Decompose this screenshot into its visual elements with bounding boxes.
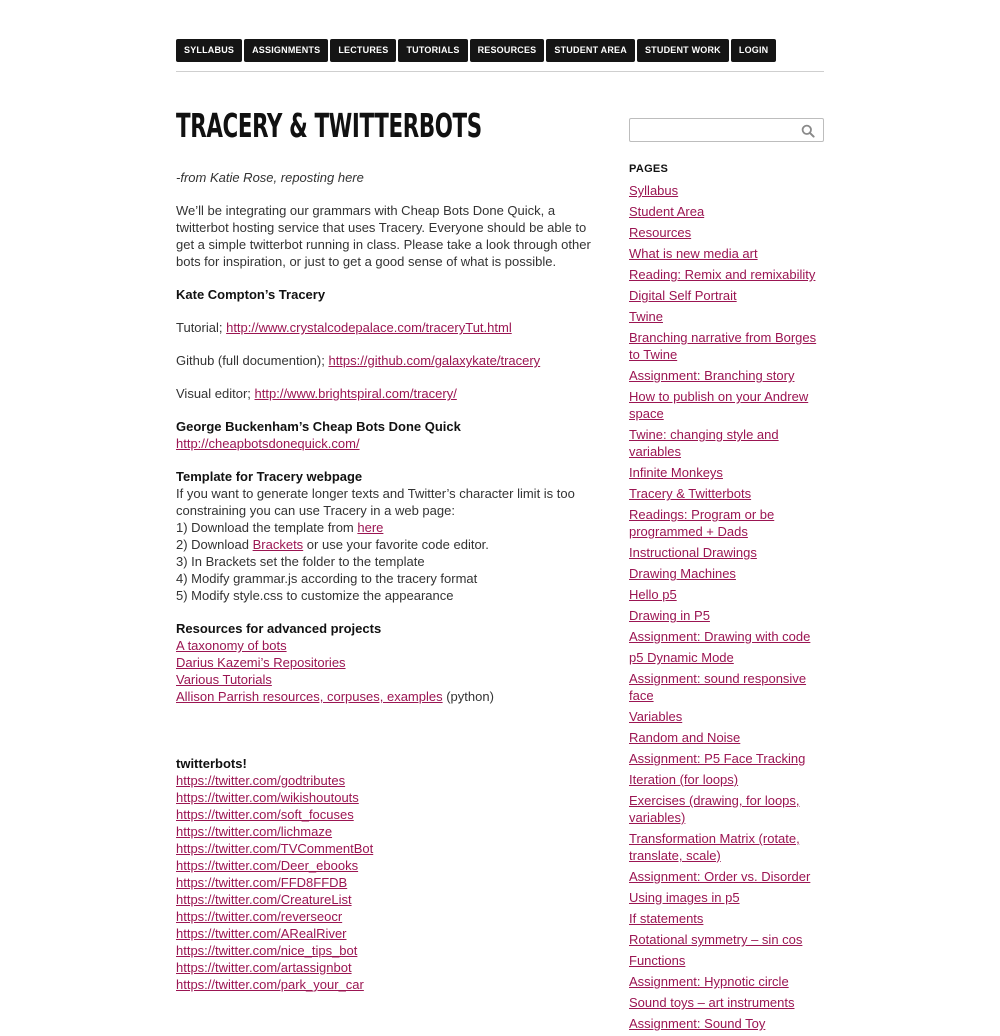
sidebar-page-link[interactable]: Assignment: sound responsive face (629, 671, 807, 703)
nav-student-work[interactable]: STUDENT WORK (637, 39, 729, 62)
sidebar-page-item (629, 628, 824, 645)
sidebar-page-item (629, 426, 824, 460)
tutorial-link[interactable]: http://www.crystalcodepalace.com/traceryTut.html (226, 320, 512, 335)
github-link[interactable]: https://github.com/galaxykate/tracery (328, 353, 541, 368)
cbdq-block (176, 418, 596, 452)
sidebar-page-link[interactable]: Assignment: Sound Toy (629, 1016, 766, 1031)
byline (176, 169, 596, 186)
sidebar-page-item (629, 266, 824, 283)
sidebar-page-item (629, 287, 824, 304)
template-download-link[interactable]: here (357, 520, 384, 535)
search-input[interactable] (634, 120, 798, 142)
tracery-heading-text: Kate Compton’s Tracery (176, 287, 326, 302)
sidebar-page-item (629, 649, 824, 666)
sidebar-page-link[interactable]: Sound toys – art instruments (629, 995, 795, 1010)
sidebar-page-item (629, 464, 824, 481)
sidebar-page-item (629, 729, 824, 746)
sidebar-page-link[interactable]: Assignment: Drawing with code (629, 629, 811, 644)
tutorial-line (176, 319, 596, 336)
sidebar-page-item (629, 792, 824, 826)
sidebar-page-link[interactable]: Branching narrative from Borges to Twine (629, 330, 817, 362)
bot-link[interactable]: https://twitter.com/FFD8FFDB (176, 875, 348, 890)
step-2-rest: or use your favorite code editor. (303, 537, 489, 552)
sidebar-page-item (629, 544, 824, 561)
intro-paragraph: We’ll be integrating our grammars with Cheap Bots Done Quick, a twitterbot hosting service that uses Tracery. Everyone should be able to get a simple twitterbot running in class. Please take a look through other bots for inspiration, or just to get a good sense of what is possible. (176, 203, 591, 269)
template-intro: If you want to generate longer texts and Twitter’s character limit is too constraining you can use Tracery in a web page: (176, 486, 575, 518)
tracery-heading (176, 286, 596, 303)
sidebar-page-link[interactable]: Drawing Machines (629, 566, 736, 581)
sidebar-page-item (629, 182, 824, 199)
step-3: 3) In Brackets set the folder to the template (176, 554, 425, 569)
search-box (629, 118, 824, 142)
pages-list (629, 182, 824, 1032)
bot-link[interactable]: https://twitter.com/godtributes (176, 773, 346, 788)
bot-link[interactable]: https://twitter.com/artassignbot (176, 960, 352, 975)
nav-resources[interactable]: RESOURCES (470, 39, 545, 62)
sidebar-page-link[interactable]: How to publish on your Andrew space (629, 389, 809, 421)
sidebar-page-link[interactable]: Variables (629, 709, 683, 724)
sidebar-page-link[interactable]: Student Area (629, 204, 705, 219)
nav-login[interactable]: LOGIN (731, 39, 777, 62)
sidebar-page-link[interactable]: Transformation Matrix (rotate, translate, scale) (629, 831, 800, 863)
sidebar-page-link[interactable]: Syllabus (629, 183, 679, 198)
sidebar-page-item (629, 750, 824, 767)
cbdq-heading: George Buckenham’s Cheap Bots Done Quick (176, 419, 461, 434)
sidebar-page-link[interactable]: Assignment: Hypnotic circle (629, 974, 789, 989)
sidebar-page-item (629, 485, 824, 502)
sidebar-page-item (629, 994, 824, 1011)
pages-heading: PAGES (629, 163, 669, 175)
sidebar-page-item (629, 308, 824, 325)
sidebar-page-item (629, 952, 824, 969)
resource-link-parrish[interactable]: Allison Parrish resources, corpuses, examples (176, 689, 443, 704)
sidebar-page-item (629, 670, 824, 704)
bot-link[interactable]: https://twitter.com/reverseocr (176, 909, 343, 924)
sidebar-page-item (629, 889, 824, 906)
bot-link[interactable]: https://twitter.com/ARealRiver (176, 926, 347, 941)
sidebar-page-link[interactable]: Using images in p5 (629, 890, 740, 905)
sidebar-page-link[interactable]: Digital Self Portrait (629, 288, 737, 303)
sidebar-page-link[interactable]: Twine (629, 309, 663, 324)
sidebar-page-link[interactable]: Hello p5 (629, 587, 677, 602)
sidebar-page-link[interactable]: Rotational symmetry – sin cos (629, 932, 803, 947)
sidebar-page-item (629, 931, 824, 948)
sidebar-page-item (629, 224, 824, 241)
sidebar-page-link[interactable]: Drawing in P5 (629, 608, 710, 623)
sidebar-page-item (629, 565, 824, 582)
nav-tutorials[interactable]: TUTORIALS (398, 39, 467, 62)
sidebar-page-link[interactable]: What is new media art (629, 246, 758, 261)
bot-link[interactable]: https://twitter.com/park_your_car (176, 977, 364, 992)
byline-text: -from Katie Rose, reposting here (176, 170, 364, 185)
sidebar-page-link[interactable]: Resources (629, 225, 692, 240)
bot-link[interactable]: https://twitter.com/lichmaze (176, 824, 333, 839)
sidebar-page-item (629, 329, 824, 363)
sidebar-page-link[interactable]: Instructional Drawings (629, 545, 757, 560)
sidebar-page-item (629, 868, 824, 885)
parrish-note: (python) (442, 689, 494, 704)
nav-student-area[interactable]: STUDENT AREA (546, 39, 635, 62)
github-line (176, 352, 596, 369)
bot-link[interactable]: https://twitter.com/CreatureList (176, 892, 352, 907)
nav-syllabus[interactable]: SYLLABUS (176, 39, 242, 62)
visual-editor-line (176, 385, 596, 402)
brackets-link[interactable]: Brackets (252, 537, 304, 552)
bot-link[interactable]: https://twitter.com/Deer_ebooks (176, 858, 359, 873)
main-nav (176, 39, 776, 62)
github-label: Github (full documention); (176, 353, 329, 368)
sidebar-page-item (629, 245, 824, 262)
sidebar-page-item (629, 586, 824, 603)
step-2-text: 2) Download (176, 537, 253, 552)
sidebar-page-item (629, 771, 824, 788)
tutorial-label: Tutorial; (176, 320, 227, 335)
nav-assignments[interactable]: ASSIGNMENTS (244, 39, 328, 62)
step-4: 4) Modify grammar.js according to the tracery format (176, 571, 478, 586)
sidebar-page-link[interactable]: Infinite Monkeys (629, 465, 723, 480)
cbdq-link[interactable]: http://cheapbotsdonequick.com/ (176, 436, 360, 451)
template-heading: Template for Tracery webpage (176, 469, 363, 484)
bot-link[interactable]: https://twitter.com/TVCommentBot (176, 841, 374, 856)
sidebar (629, 118, 824, 1036)
post-content (176, 169, 596, 1009)
sidebar-page-item (629, 367, 824, 384)
sidebar-page-link[interactable]: Tracery & Twitterbots (629, 486, 752, 501)
bots-heading: twitterbots! (176, 756, 247, 771)
sidebar-page-link[interactable]: Assignment: P5 Face Tracking (629, 751, 806, 766)
bot-link[interactable]: https://twitter.com/soft_focuses (176, 807, 354, 822)
sidebar-page-link[interactable]: Readings: Program or be programmed + Dads (629, 507, 775, 539)
sidebar-page-link[interactable]: Twine: changing style and variables (629, 427, 779, 459)
sidebar-page-item (629, 973, 824, 990)
sidebar-page-item (629, 830, 824, 864)
sidebar-page-link[interactable]: Assignment: Branching story (629, 368, 795, 383)
resource-link-taxonomy[interactable]: A taxonomy of bots (176, 638, 287, 653)
sidebar-page-link[interactable]: If statements (629, 911, 704, 926)
bots-block (176, 755, 596, 993)
resource-link-tutorials[interactable]: Various Tutorials (176, 672, 272, 687)
sidebar-page-item (629, 708, 824, 725)
post (176, 104, 596, 992)
resource-link-kazemi[interactable]: Darius Kazemi’s Repositories (176, 655, 346, 670)
sidebar-page-item (629, 607, 824, 624)
header-divider (176, 71, 824, 72)
search-icon[interactable] (801, 124, 815, 138)
nav-lectures[interactable]: LECTURES (330, 39, 396, 62)
sidebar-page-item (629, 388, 824, 422)
bot-link[interactable]: https://twitter.com/nice_tips_bot (176, 943, 358, 958)
sidebar-page-link[interactable]: Assignment: Order vs. Disorder (629, 869, 811, 884)
page-title: TRACERY & TWITTERBOTS (176, 106, 482, 145)
visual-editor-link[interactable]: http://www.brightspiral.com/tracery/ (254, 386, 457, 401)
visual-editor-label: Visual editor; (176, 386, 255, 401)
sidebar-page-item (629, 506, 824, 540)
bot-link[interactable]: https://twitter.com/wikishoutouts (176, 790, 359, 805)
template-block (176, 468, 596, 604)
sidebar-page-link[interactable]: Iteration (for loops) (629, 772, 739, 787)
sidebar-page-item (629, 203, 824, 220)
sidebar-page-link[interactable]: Reading: Remix and remixability (629, 267, 816, 282)
sidebar-page-link[interactable]: Functions (629, 953, 686, 968)
resources-heading: Resources for advanced projects (176, 621, 382, 636)
step-1-text: 1) Download the template from (176, 520, 358, 535)
sidebar-page-item (629, 1015, 824, 1032)
sidebar-page-link[interactable]: Random and Noise (629, 730, 741, 745)
resources-block (176, 620, 596, 705)
sidebar-page-item (629, 910, 824, 927)
sidebar-page-link[interactable]: Exercises (drawing, for loops, variables) (629, 793, 800, 825)
step-5: 5) Modify style.css to customize the appearance (176, 588, 454, 603)
sidebar-page-link[interactable]: p5 Dynamic Mode (629, 650, 734, 665)
